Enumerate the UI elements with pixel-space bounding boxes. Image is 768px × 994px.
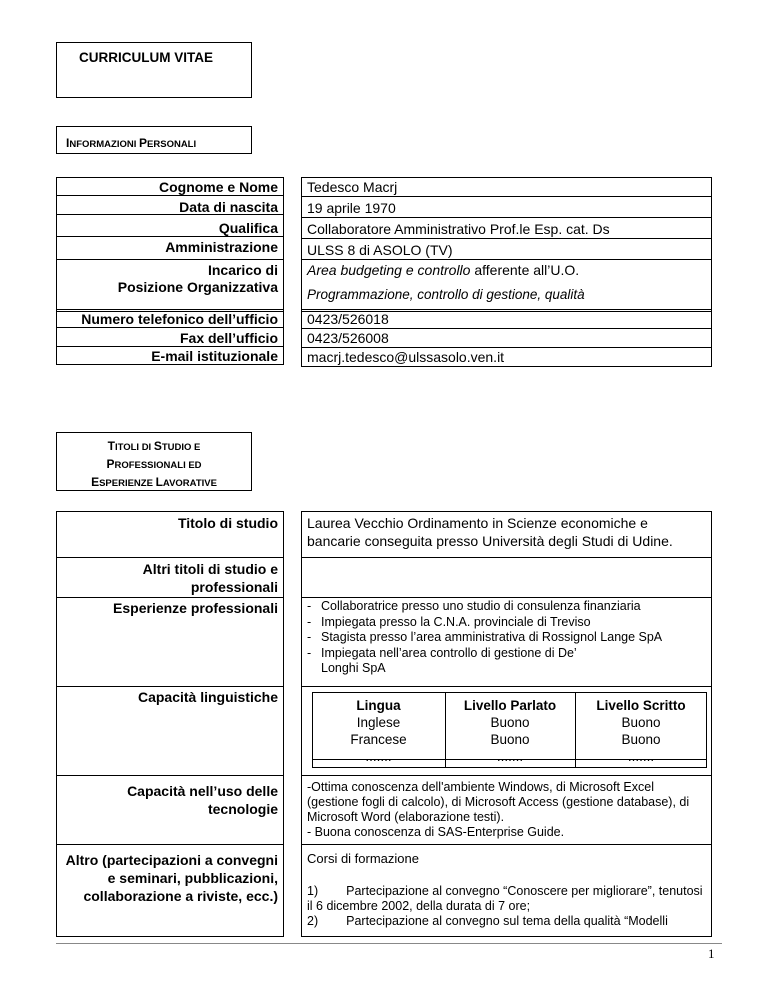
esperienze-list xyxy=(307,599,702,677)
list-item: - Stagista presso l’area amministrativa di Rossignol Lange SpA xyxy=(307,630,702,646)
list-item: - Collaboratrice presso uno studio di consulenza finanziaria xyxy=(307,599,702,615)
label-qualifica: Qualifica xyxy=(218,220,278,236)
value-titolo-studio: Laurea Vecchio Ordinamento in Scienze economiche e bancarie conseguita presso Università degli Studi di Udine. xyxy=(307,515,673,549)
label-email: E-mail istituzionale xyxy=(151,348,278,364)
label-altro: Altro (partecipazioni a convegni e seminari, pubblicazioni, collaborazione a riviste, ecc.) xyxy=(65,852,278,904)
value-incarico: Area budgeting e controllo afferente all’U.O. xyxy=(307,262,580,278)
label-esperienze: Esperienze professionali xyxy=(113,600,278,616)
section-titoli-title: TITOLI DI STUDIO E PROFESSIONALI ED ESPERIENZE LAVORATIVE xyxy=(91,439,217,489)
altro-item-2: 2) Partecipazione al convegno sul tema della qualità “Modelli xyxy=(307,914,668,928)
label-telefono: Numero telefonico dell’ufficio xyxy=(81,311,278,327)
value-qualifica: Collaboratore Amministrativo Prof.le Esp. cat. Ds xyxy=(307,221,610,237)
section-titoli-box xyxy=(56,432,252,491)
language-table xyxy=(312,697,707,765)
value-name: Tedesco Macrj xyxy=(307,179,398,195)
label-tecnologie: Capacità nell’uso delle tecnologie xyxy=(127,783,278,817)
altro-item-1: 1) Partecipazione al convegno “Conoscere per migliorare”, tenutosi il 6 dicembre 2002, della durata di 7 ore; xyxy=(307,884,703,913)
altro-text xyxy=(307,851,709,929)
label-cognome-nome: Cognome e Nome xyxy=(158,179,278,195)
table-row: ....... ....... ....... xyxy=(365,749,655,764)
label-lingue: Capacità linguistiche xyxy=(137,689,278,705)
label-posizione-organizzativa: Posizione Organizzativa xyxy=(117,279,278,295)
table-row: Inglese Buono Buono xyxy=(356,715,661,730)
list-item: - Impiegata nell’area controllo di gestione di De’ Longhi SpA xyxy=(307,646,611,677)
label-titolo-studio: Titolo di studio xyxy=(177,515,278,531)
label-data-nascita: Data di nascita xyxy=(179,199,278,215)
cv-title: CURRICULUM VITAE xyxy=(79,50,213,65)
list-item: - Impiegata presso la C.N.A. provinciale di Treviso xyxy=(307,615,702,631)
value-email: macrj.tedesco@ulssasolo.ven.it xyxy=(307,349,505,365)
page-number: 1 xyxy=(708,946,715,961)
table-header: Livello Scritto xyxy=(596,698,686,713)
label-amministrazione: Amministrazione xyxy=(165,239,278,255)
altro-heading: Corsi di formazione xyxy=(307,851,419,866)
value-fax: 0423/526008 xyxy=(307,330,389,346)
value-amministrazione: ULSS 8 di ASOLO (TV) xyxy=(307,242,453,258)
label-incarico: Incarico di xyxy=(207,262,278,278)
table-header: Lingua xyxy=(356,698,401,713)
value-telefono: 0423/526018 xyxy=(307,311,389,327)
label-altri-titoli: Altri titoli di studio e professionali xyxy=(142,561,278,595)
cv-title-box xyxy=(56,42,252,98)
label-fax: Fax dell’ufficio xyxy=(179,330,278,346)
value-birth: 19 aprile 1970 xyxy=(307,200,396,216)
tecnologie-text: -Ottima conoscenza dell'ambiente Windows, di Microsoft Excel (gestione fogli di calcolo), di Microsoft Access (gestione database), di Microsoft Word (elaborazione testi). - Buona conoscenza di SAS-Enterprise Guide. xyxy=(307,780,690,839)
section-personal-info-box xyxy=(56,126,252,154)
table-row: Francese Buono Buono xyxy=(350,732,661,747)
footer-rule xyxy=(56,943,722,944)
value-posizione: Programmazione, controllo di gestione, qualità xyxy=(307,287,585,302)
section-personal-info-title: INFORMAZIONI PERSONALI xyxy=(66,136,197,150)
table-header: Livello Parlato xyxy=(463,698,557,713)
